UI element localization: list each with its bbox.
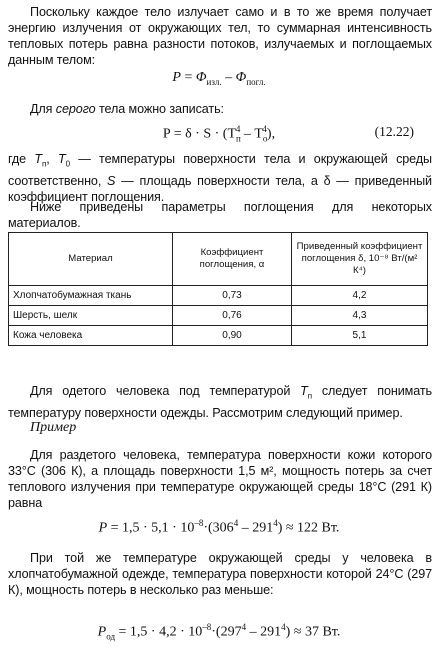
gray-body-after: тела можно записать: [95, 102, 224, 116]
cell-alpha: 0,76 [173, 306, 292, 326]
gray-body-italic: серого [55, 102, 96, 116]
cell-material: Кожа человека [9, 326, 173, 346]
header-alpha: Коэффициент поглощения, α [173, 233, 292, 286]
table-row [9, 286, 428, 306]
cell-alpha: 0,90 [173, 326, 292, 346]
formula-minus: – [221, 70, 236, 85]
formula-clothed-sup1: 4 [241, 622, 247, 632]
formula-clothed-sub: од [106, 631, 116, 642]
definitions-paragraph [8, 151, 432, 205]
formula-clothed-mid: ·(297 [211, 624, 242, 640]
clothed-person-paragraph [8, 383, 432, 421]
absorption-table [8, 232, 428, 346]
def-sub-p: п [42, 159, 47, 169]
def-comma: , [46, 152, 58, 166]
cell-delta: 5,1 [292, 326, 428, 346]
formula-undressed-text: = 1,5 · 5,1 · 10 [107, 520, 195, 536]
gray-body-paragraph [8, 101, 432, 117]
table-row [9, 306, 428, 326]
example-paragraph: Для раздетого человека, температура поверхности кожи которого 33°C (306 К), а площадь поверхности 1,5 м², мощность потерь за счет теплового излучения при температуре окружающей среды 18°C (291 К) равна [8, 448, 432, 510]
formula-undressed-mid2: – 291 [238, 520, 274, 536]
table-intro-paragraph: Ниже приведены параметры поглощения для некоторых материалов. [8, 200, 432, 230]
clothed-rest: следует понимать температуру поверхности одежды. Рассмотрим следующий пример. [8, 384, 432, 420]
formula-undressed-sup2: 4 [273, 518, 278, 528]
def-t2: T [57, 152, 66, 166]
formula-equals: = [180, 70, 196, 85]
formula-clothed-p: P [97, 624, 107, 640]
formula-clothed-end: ) ≈ 37 Вт. [285, 624, 341, 640]
formula-clothed-sup2: 4 [281, 622, 286, 632]
header-delta: Приведенный коэффициент поглощения δ, 10⁻⁸ Вт/(м² К⁴) [292, 233, 428, 286]
def-t: T [34, 152, 42, 166]
equation-number: (12.22) [374, 124, 414, 139]
formula-clothed-exp: –8 [202, 622, 212, 632]
def-start: где [8, 152, 35, 166]
formula-undressed-sup1: 4 [233, 518, 239, 528]
gray-body-before: Для [30, 102, 56, 116]
def-s: S [107, 173, 116, 188]
formula-grey-sup-b: 4 [262, 124, 267, 134]
formula-clothed-text: = 1,5 · 4,2 · 10 [115, 624, 203, 640]
cell-material: Шерсть, шелк [9, 306, 173, 326]
table-row [9, 326, 428, 346]
formula-undressed-mid: ·(306 [203, 520, 234, 536]
intro-paragraph: Поскольку каждое тело излучает само и в то же время получает энергию излучения от окружающих тел, то суммарная интенсивность тепловых потерь равна разности потоков, излучаемых и поглощаемых данным телом: [8, 5, 432, 67]
formula-undressed-p: P [98, 520, 108, 536]
formula-grey-b: – T [240, 126, 263, 142]
formula-undressed [0, 518, 438, 537]
cell-delta: 4,3 [292, 306, 428, 326]
clothed-example-paragraph: При той же температуре окружающей среды у человека в хлопчатобумажной одежде, температура поверхности которой 24°C (297 К), мощность потерь в несколько раз меньше: [8, 551, 432, 597]
formula-net-flux [0, 70, 438, 87]
clothed-t: T [300, 384, 308, 398]
table-header-row [9, 233, 428, 286]
formula-grey-sub-p: п [236, 133, 241, 144]
formula-phi-emitted: Φ [195, 70, 207, 85]
formula-grey-sup-a: 4 [235, 124, 241, 134]
example-heading: Пример [30, 420, 77, 435]
formula-clothed-mid2: – 291 [246, 624, 282, 640]
def-sub-0: 0 [65, 159, 70, 169]
formula-undressed-exp: –8 [194, 518, 204, 528]
formula-grey-a: P = δ · S · (T [162, 126, 237, 142]
def-rest2: — площадь поверхности тела, а δ — приведенный коэффициент поглощения. [8, 173, 432, 204]
def-rest1: — температуры поверхности тела и окружающей среды соответственно, [8, 152, 432, 188]
formula-grey-sub-o: о [262, 133, 268, 144]
formula-sub-absorbed: погл. [246, 76, 266, 87]
formula-sub-emitted: изл. [206, 76, 222, 87]
formula-clothed [0, 622, 438, 641]
cell-delta: 4,2 [292, 286, 428, 306]
cell-alpha: 0,73 [173, 286, 292, 306]
formula-grey-c: ), [266, 126, 276, 142]
clothed-start: Для одетого человека под температурой [30, 384, 301, 398]
formula-phi-absorbed: Φ [235, 70, 247, 85]
cell-material: Хлопчатобумажная ткань [9, 286, 173, 306]
formula-symbol-p: P [172, 70, 181, 85]
formula-undressed-end: ) ≈ 122 Вт. [277, 520, 340, 536]
header-material: Материал [9, 233, 173, 286]
clothed-sub-p: п [307, 391, 312, 401]
formula-grey-body [0, 124, 438, 143]
